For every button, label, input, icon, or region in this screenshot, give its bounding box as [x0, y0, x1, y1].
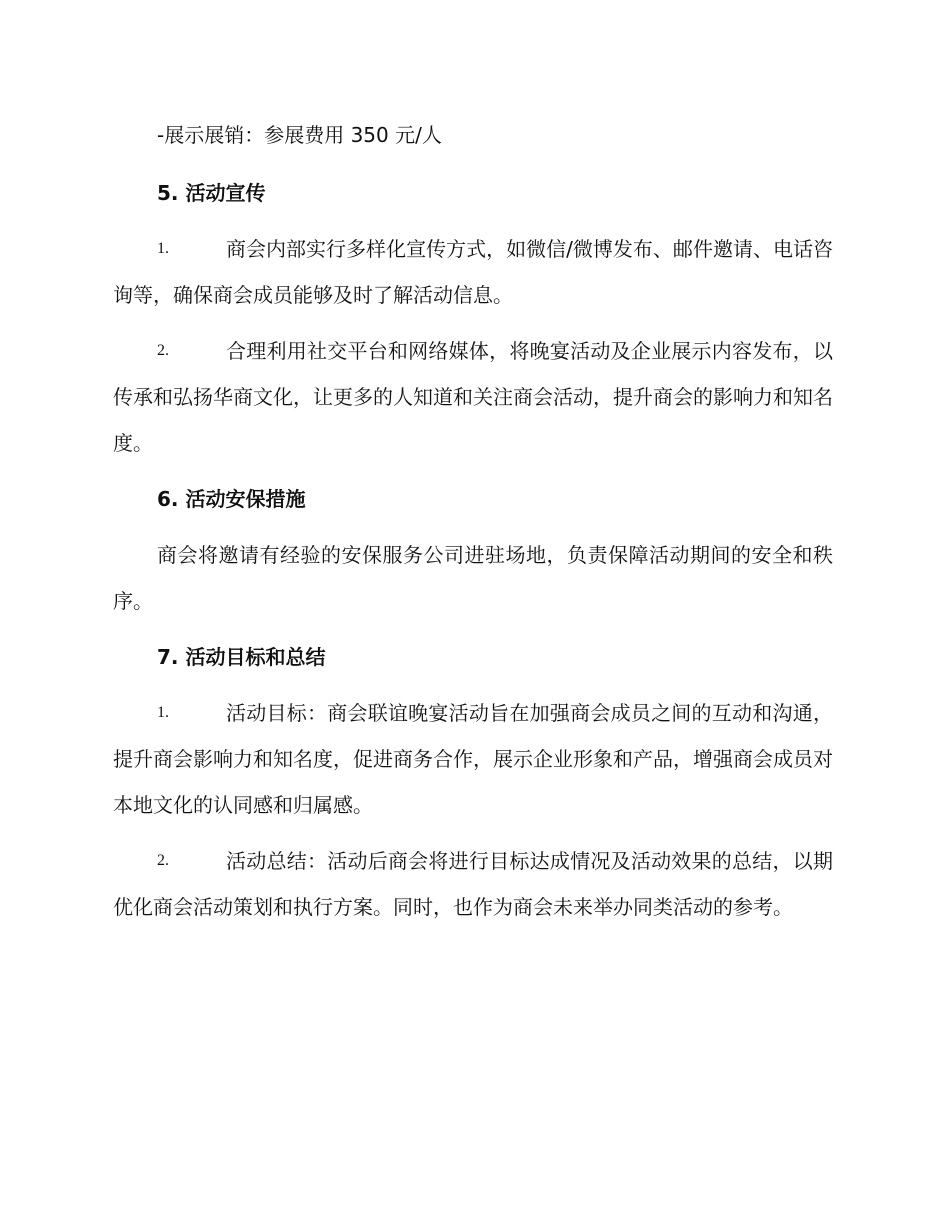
list-number: 1. — [157, 704, 169, 721]
list-item-text: 合理利用社交平台和网络媒体，将晚宴活动及企业展示内容发布，以传承和弘扬华商文化，让更多的人知道和关注商会活动，提升商会的影响力和知名度。 — [113, 339, 833, 455]
section-5-heading: 5. 活动宣传 — [157, 181, 266, 205]
list-item-text: 活动总结：活动后商会将进行目标达成情况及活动效果的总结，以期优化商会活动策划和执行方案。同时，也作为商会未来举办同类活动的参考。 — [113, 849, 833, 919]
section-6-heading: 6. 活动安保措施 — [157, 487, 306, 511]
list-number: 2. — [157, 342, 169, 359]
section-7-item-1 — [113, 690, 833, 828]
exhibition-fee-line: -展示展销：参展费用 350 元/人 — [157, 123, 442, 147]
section-7-item-2 — [113, 838, 833, 930]
section-6-paragraph: 商会将邀请有经验的安保服务公司进驻场地，负责保障活动期间的安全和秩序。 — [113, 543, 833, 613]
list-number: 1. — [157, 240, 169, 257]
section-5-item-2 — [113, 328, 833, 466]
list-number: 2. — [157, 852, 169, 869]
section-5-item-1 — [113, 226, 833, 318]
document-body — [113, 112, 833, 940]
section-7-heading: 7. 活动目标和总结 — [157, 645, 326, 669]
list-item-text: 商会内部实行多样化宣传方式，如微信/微博发布、邮件邀请、电话咨询等，确保商会成员能够及时了解活动信息。 — [113, 237, 833, 307]
list-item-text: 活动目标：商会联谊晚宴活动旨在加强商会成员之间的互动和沟通，提升商会影响力和知名度，促进商务合作，展示企业形象和产品，增强商会成员对本地文化的认同感和归属感。 — [113, 701, 833, 817]
